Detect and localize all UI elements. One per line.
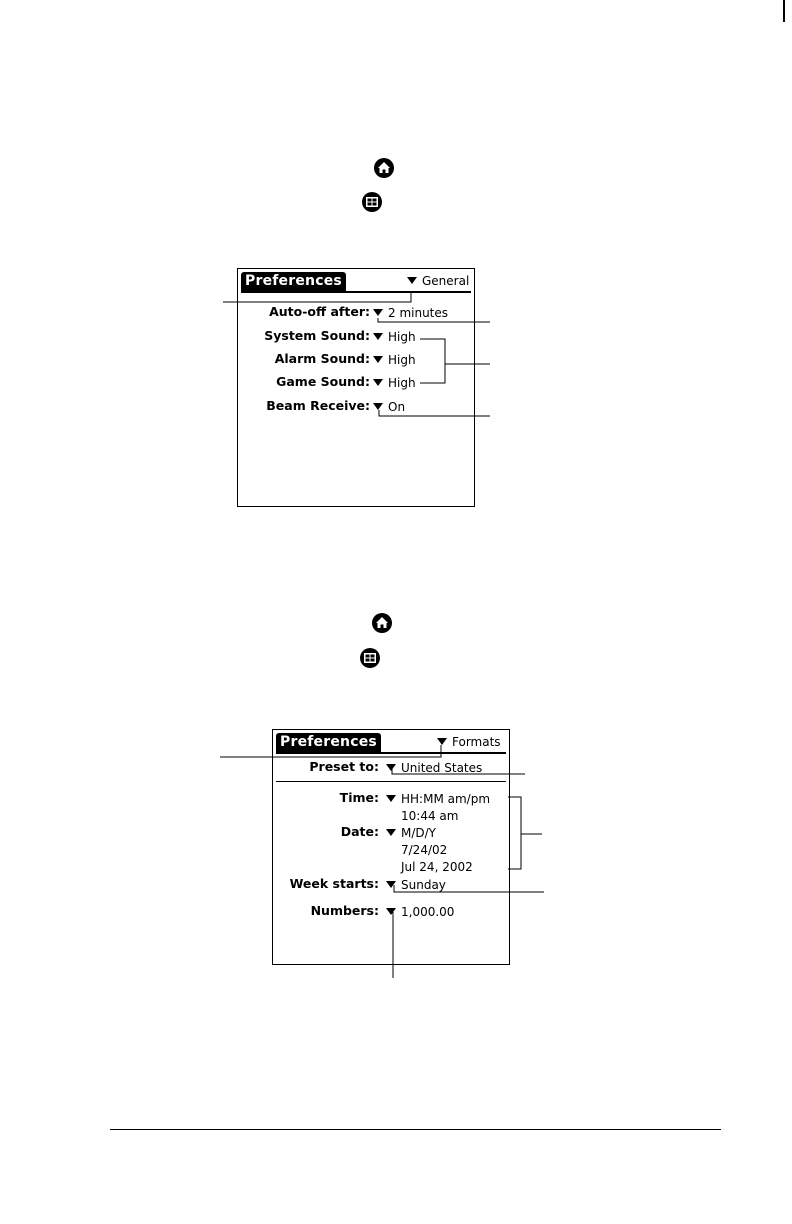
numbers-value: 1,000.00 <box>401 905 455 919</box>
system-sound-value: High <box>388 330 416 344</box>
preset-label: Preset to: <box>309 759 379 774</box>
preferences-tab: Preferences <box>241 272 346 291</box>
numbers-label: Numbers: <box>310 903 379 918</box>
callout-line-time-date <box>508 797 521 869</box>
preset-value: United States <box>401 761 483 775</box>
callout-line-formats-category <box>220 745 441 757</box>
footer-rule <box>110 1129 721 1130</box>
auto-off-value: 2 minutes <box>388 306 449 320</box>
category-value: Formats <box>452 735 501 749</box>
week-starts-value: Sunday <box>401 878 446 892</box>
beam-receive-value: On <box>388 400 406 414</box>
beam-receive-label: Beam Receive: <box>266 398 370 413</box>
alarm-sound-label: Alarm Sound: <box>274 351 370 366</box>
category-value: General <box>422 274 470 288</box>
time-sample: 10:44 am <box>401 809 459 823</box>
week-starts-label: Week starts: <box>289 876 379 891</box>
time-label: Time: <box>339 790 379 805</box>
system-sound-label: System Sound: <box>264 328 370 343</box>
date-format-value: M/D/Y <box>401 826 437 840</box>
date-label: Date: <box>340 824 379 839</box>
callout-line-category <box>223 292 411 302</box>
callout-line-auto-off <box>378 318 490 322</box>
callout-line-preset <box>392 767 525 774</box>
callout-line-beam <box>379 410 490 416</box>
alarm-sound-value: High <box>388 353 416 367</box>
callout-line-sounds <box>420 339 445 383</box>
callout-line-week <box>394 885 544 892</box>
preferences-tab: Preferences <box>276 733 381 752</box>
game-sound-value: High <box>388 376 416 390</box>
date-sample-long: Jul 24, 2002 <box>401 860 473 874</box>
time-format-value: HH:MM am/pm <box>401 792 491 806</box>
auto-off-label: Auto-off after: <box>269 304 370 319</box>
game-sound-label: Game Sound: <box>276 374 370 389</box>
date-sample-short: 7/24/02 <box>401 843 448 857</box>
